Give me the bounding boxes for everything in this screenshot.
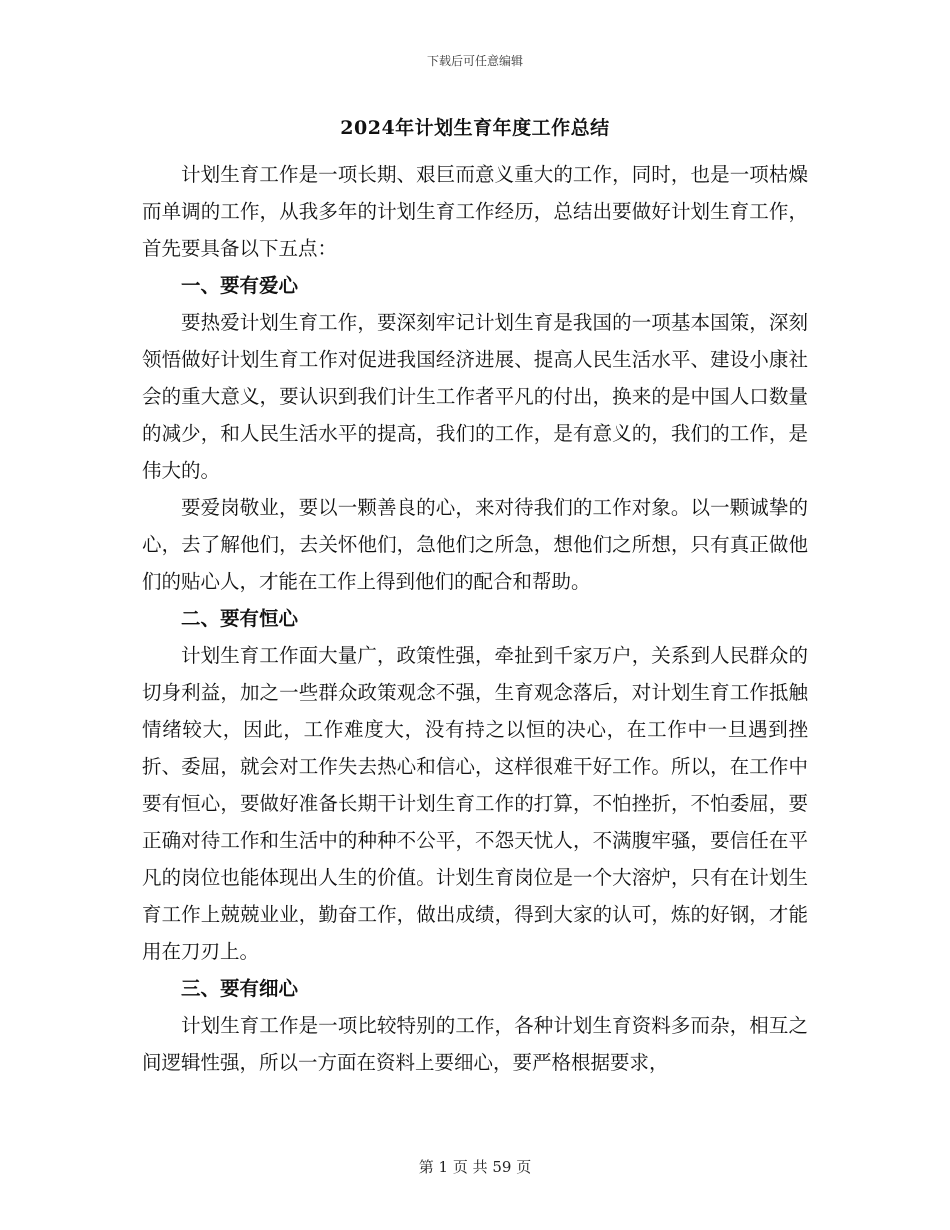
section-heading-carefulness: 三、要有细心 — [181, 977, 299, 1000]
section-perseverance-paragraph-1: 计划生育工作面大量广，政策性强，牵扯到千家万户，关系到人民群众的切身利益，加之一些群众政策观念不强，生育观念落后，对计划生育工作抵触情绪较大，因此，工作难度大，没有持之以恒的决心，在工作中一旦遇到挫折、委屈，就会对工作失去热心和信心，这样很难干好工作。所以，在工作中要有恒心，要做好准备长期干计划生育工作的打算，不怕挫折，不怕委屈，要正确对待工作和生活中的种种不公平，不怨天忧人，不满腹牢骚，要信任在平凡的岗位也能体现出人生的价值。计划生育岗位是一个大溶炉，只有在计划生育工作上兢兢业业，勤奋工作，做出成绩，得到大家的认可，炼的好钢，才能用在刀刃上。 — [142, 644, 808, 963]
section-love-paragraph-2: 要爱岗敬业，要以一颗善良的心，来对待我们的工作对象。以一颗诚挚的心，去了解他们，去关怀他们，急他们之所急，想他们之所想，只有真正做他们的贴心人，才能在工作上得到他们的配合和帮助。 — [142, 496, 808, 593]
section-heading-perseverance: 二、要有恒心 — [181, 607, 299, 630]
section-carefulness-paragraph-1: 计划生育工作是一项比较特别的工作，各种计划生育资料多而杂，相互之间逻辑性强，所以一方面在资料上要细心，要严格根据要求， — [142, 1014, 808, 1074]
page-header: 下载后可任意编辑 — [426, 54, 523, 68]
intro-paragraph: 计划生育工作是一项长期、艰巨而意义重大的工作，同时，也是一项枯燥而单调的工作，从我多年的计划生育工作经历，总结出要做好计划生育工作，首先要具备以下五点： — [142, 163, 808, 260]
section-heading-love: 一、要有爱心 — [181, 274, 299, 297]
page-footer: 第 1 页 共 59 页 — [418, 1158, 532, 1176]
document-title: 2024年计划生育年度工作总结 — [340, 117, 610, 139]
document-body — [142, 112, 808, 1081]
section-love-paragraph-1: 要热爱计划生育工作，要深刻牢记计划生育是我国的一项基本国策，深刻领悟做好计划生育工作对促进我国经济进展、提高人民生活水平、建设小康社会的重大意义，要认识到我们计生工作者平凡的付出，换来的是中国人口数量的减少，和人民生活水平的提高，我们的工作，是有意义的，我们的工作，是伟大的。 — [142, 311, 808, 482]
